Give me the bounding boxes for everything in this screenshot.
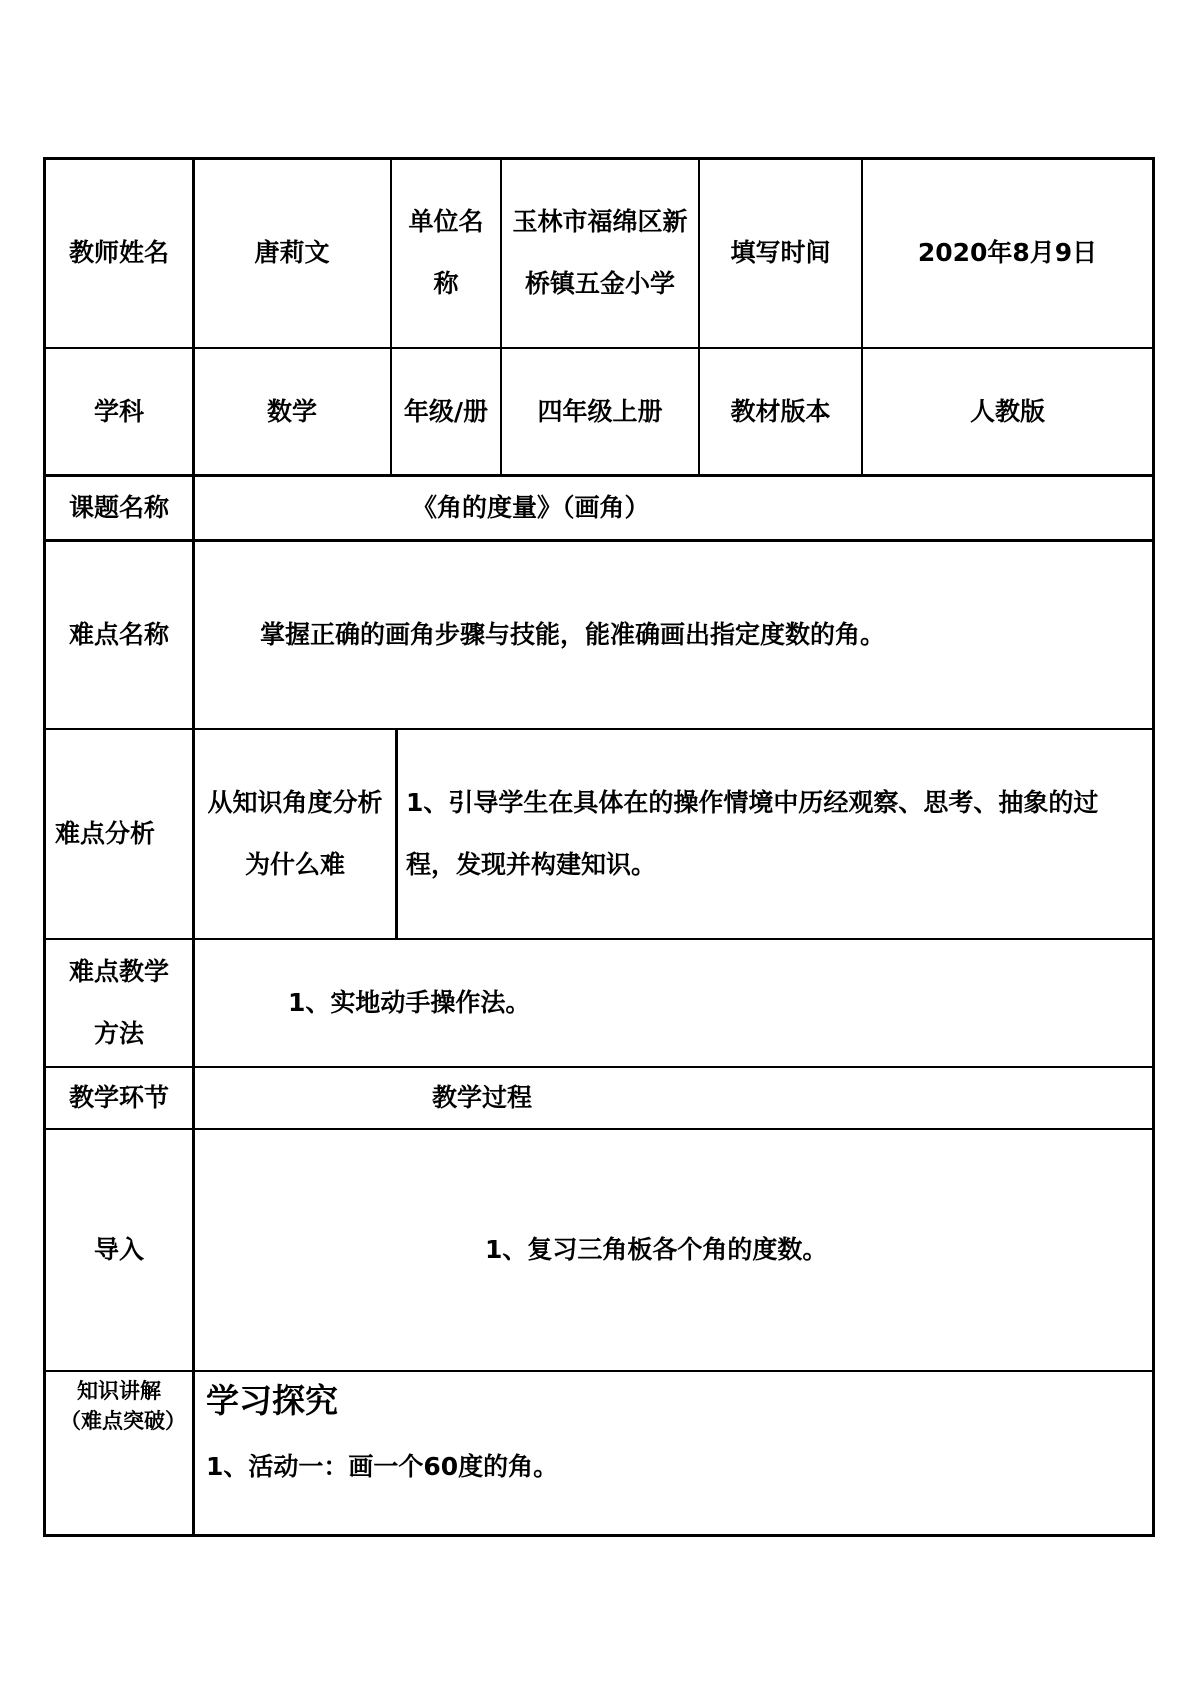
fill-time-value: 2020年8月9日 [917, 238, 1098, 267]
topic-label: 课题名称 [68, 493, 169, 522]
unit-name-value: 玉林市福绵区新桥镇五金小学 [512, 207, 688, 298]
teacher-name-label: 教师姓名 [68, 238, 169, 267]
process-step-label: 教学环节 [68, 1083, 169, 1112]
grade-value: 四年级上册 [537, 396, 663, 426]
intro-label: 导入 [93, 1235, 144, 1264]
analysis-sub-label: 从知识角度分析为什么难 [207, 788, 383, 879]
subject-label: 学科 [93, 396, 144, 426]
unit-name-label: 单位名称 [408, 207, 484, 298]
knowledge-label: 知识讲解（难点突破） [60, 1379, 186, 1433]
difficulty-label: 难点名称 [68, 620, 169, 649]
grade-label: 年级/册 [403, 396, 489, 426]
textbook-value: 人教版 [969, 396, 1045, 426]
subject-value: 数学 [266, 396, 317, 426]
method-value: 1、实地动手操作法。 [288, 988, 531, 1017]
grid-line [43, 1370, 1154, 1372]
intro-value: 1、复习三角板各个角的度数。 [485, 1235, 828, 1264]
difficulty-value: 掌握正确的画角步骤与技能，能准确画出指定度数的角。 [260, 620, 886, 649]
analysis-label: 难点分析 [55, 819, 156, 848]
fill-time-label: 填写时间 [730, 238, 831, 267]
knowledge-heading: 学习探究 [206, 1381, 338, 1420]
topic-value: 《角的度量》（画角） [412, 493, 650, 522]
textbook-label: 教材版本 [730, 396, 831, 426]
grid-line [43, 1534, 1154, 1537]
teacher-name-value: 唐莉文 [254, 238, 330, 267]
method-label: 难点教学方法 [68, 957, 169, 1048]
analysis-value: 1、引导学生在具体在的操作情境中历经观察、思考、抽象的过程，发现并构建知识。 [406, 788, 1099, 879]
grid-line [1152, 157, 1155, 1537]
process-header: 教学过程 [432, 1083, 533, 1112]
knowledge-activity: 1、活动一：画一个60度的角。 [206, 1452, 559, 1481]
